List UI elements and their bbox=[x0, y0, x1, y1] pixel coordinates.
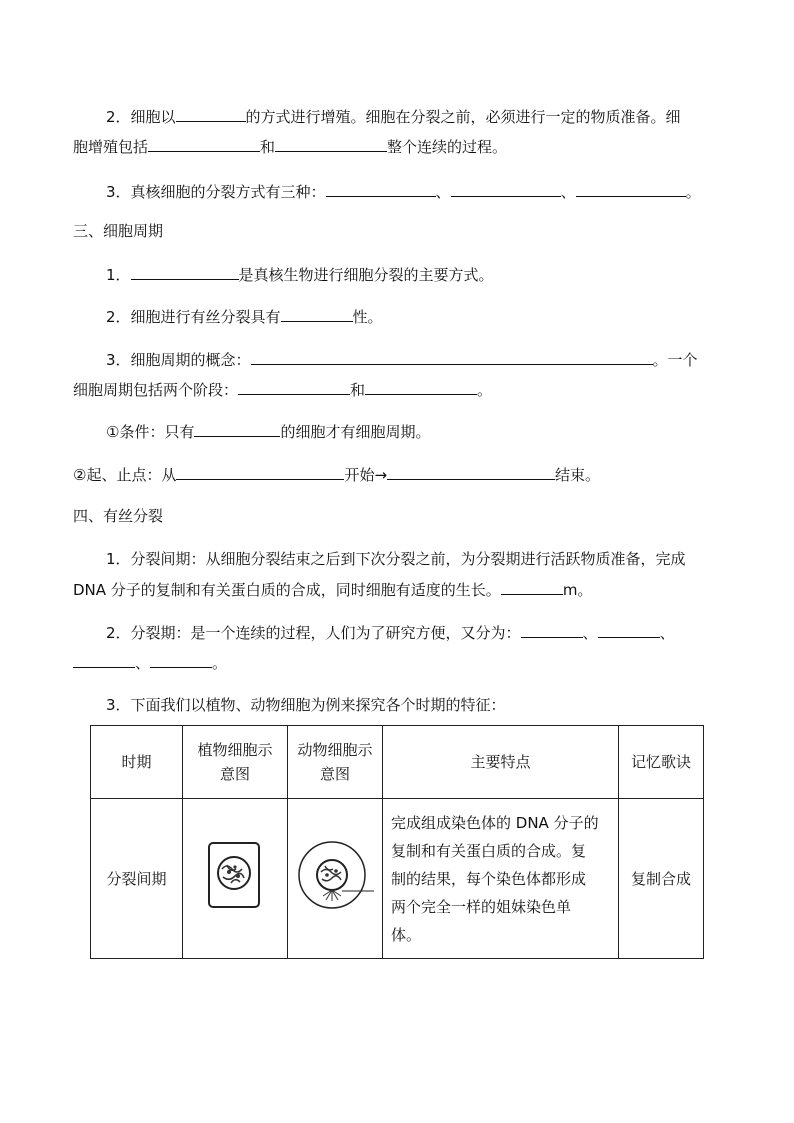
q2-line1 bbox=[106, 105, 681, 128]
plant-cell-figure bbox=[183, 799, 288, 959]
sec4-division-sep1: 、 bbox=[582, 624, 598, 642]
sec4-division-sep3: 、 bbox=[135, 654, 151, 672]
sec4-interphase-line1: 1．分裂间期：从细胞分裂结束之后到下次分裂之前，为分裂期进行活跃物质准备，完成 bbox=[106, 550, 686, 568]
feature-line-1: 完成组成染色体的 DNA 分子的 bbox=[391, 813, 599, 832]
sec4-division-sep2: 、 bbox=[659, 624, 675, 642]
sec3-item-2 bbox=[106, 305, 383, 328]
sec4-interphase-text: DNA 分子的复制和有关蛋白质的合成，同时细胞有适度的生长。 bbox=[73, 581, 501, 599]
q3-line bbox=[106, 180, 701, 203]
sec3-item-3 bbox=[106, 348, 698, 371]
sec3-stage-text: 细胞周期包括两个阶段： bbox=[73, 381, 239, 399]
header-animal bbox=[288, 726, 383, 799]
sec4-blank-5[interactable] bbox=[150, 651, 212, 668]
sec3-blank-7[interactable] bbox=[176, 463, 344, 480]
sec3-condition bbox=[106, 420, 430, 443]
sec3-cond-text: ①条件：只有 bbox=[106, 423, 195, 441]
header-features: 主要特点 bbox=[383, 726, 619, 799]
header-period: 时期 bbox=[91, 726, 183, 799]
q3-end: 。 bbox=[685, 183, 701, 201]
row-period: 分裂间期 bbox=[91, 799, 183, 959]
q2-blank-1[interactable] bbox=[176, 105, 246, 122]
q3-blank-3[interactable] bbox=[576, 180, 686, 197]
feature-line-4: 两个完全一样的姐妹染色单 bbox=[391, 897, 572, 916]
q2-text-a: 2．细胞以 bbox=[106, 108, 176, 126]
sec3-item-3-cont bbox=[73, 378, 492, 401]
animal-cell-figure bbox=[288, 799, 383, 959]
q3-sep-2: 、 bbox=[560, 183, 576, 201]
sec3-blank-1[interactable] bbox=[131, 263, 239, 280]
header-plant-line2: 意图 bbox=[219, 765, 250, 783]
row-mnemonic: 复制合成 bbox=[619, 799, 704, 959]
q2-text-c: 胞增殖包括 bbox=[73, 138, 149, 156]
header-plant bbox=[183, 726, 288, 799]
sec3-start-end-text: 结束。 bbox=[555, 466, 601, 484]
header-animal-line2: 意图 bbox=[319, 765, 350, 783]
table-row bbox=[91, 799, 704, 959]
q2-text-e: 整个连续的过程。 bbox=[387, 138, 508, 156]
sec4-interphase-line2 bbox=[73, 578, 592, 601]
sec3-cond-end: 的细胞才有细胞周期。 bbox=[280, 423, 431, 441]
q2-text-b: 的方式进行增殖。细胞在分裂之前，必须进行一定的物质准备。细 bbox=[245, 108, 681, 126]
sec3-item1-num: 1． bbox=[106, 266, 131, 284]
row-features bbox=[383, 799, 619, 959]
sec3-start-end bbox=[73, 463, 600, 486]
q3-text: 3．真核细胞的分裂方式有三种： bbox=[106, 183, 326, 201]
sec3-blank-5[interactable] bbox=[365, 378, 477, 395]
plant-cell-icon bbox=[205, 839, 265, 911]
feature-line-3: 制的结果，每个染色体都形成 bbox=[391, 869, 587, 888]
sec3-blank-2[interactable] bbox=[281, 305, 353, 322]
section-3-title: 三、细胞周期 bbox=[73, 222, 164, 240]
sec3-start-text: ②起、止点：从 bbox=[73, 466, 177, 484]
sec3-item1-text: 是真核生物进行细胞分裂的主要方式。 bbox=[238, 266, 494, 284]
q2-blank-3[interactable] bbox=[275, 135, 387, 152]
sec3-blank-8[interactable] bbox=[387, 463, 555, 480]
sec3-item-1 bbox=[106, 263, 494, 286]
section-4-title: 四、有丝分裂 bbox=[73, 507, 164, 525]
sec3-start-mid: 开始→ bbox=[344, 466, 388, 484]
sec3-blank-6[interactable] bbox=[194, 420, 280, 437]
sec4-blank-1[interactable] bbox=[501, 578, 563, 595]
sec4-blank-2[interactable] bbox=[521, 621, 583, 638]
sec3-item2-end: 性。 bbox=[352, 308, 383, 326]
q2-text-d: 和 bbox=[260, 138, 276, 156]
animal-cell-icon bbox=[294, 835, 376, 915]
sec4-division-text: 2．分裂期：是一个连续的过程，人们为了研究方便，又分为： bbox=[106, 624, 521, 642]
sec4-table-intro: 3．下面我们以植物、动物细胞为例来探究各个时期的特征： bbox=[106, 696, 506, 714]
sec4-blank-4[interactable] bbox=[73, 651, 135, 668]
sec4-division-line2 bbox=[73, 651, 227, 674]
header-plant-line1: 植物细胞示 bbox=[197, 741, 273, 759]
header-animal-line1: 动物细胞示 bbox=[297, 741, 373, 759]
sec3-item3-text: 3．细胞周期的概念： bbox=[106, 351, 251, 369]
sec3-blank-3[interactable] bbox=[251, 348, 653, 365]
sec3-stage-and: 和 bbox=[350, 381, 366, 399]
sec3-blank-4[interactable] bbox=[238, 378, 350, 395]
q3-sep-1: 、 bbox=[435, 183, 451, 201]
sec4-blank-3[interactable] bbox=[598, 621, 660, 638]
feature-line-5: 体。 bbox=[391, 925, 422, 944]
table-header-row bbox=[91, 726, 704, 799]
q2-blank-2[interactable] bbox=[148, 135, 260, 152]
q2-line2 bbox=[73, 135, 507, 158]
sec3-item2-text: 2．细胞进行有丝分裂具有 bbox=[106, 308, 281, 326]
q3-blank-1[interactable] bbox=[326, 180, 436, 197]
sec4-division-end: 。 bbox=[212, 654, 228, 672]
sec4-interphase-end: m。 bbox=[562, 581, 593, 599]
feature-line-2: 复制和有关蛋白质的合成。复 bbox=[391, 841, 587, 860]
sec3-item3-end: 。一个 bbox=[652, 351, 698, 369]
header-mnemonic: 记忆歌诀 bbox=[619, 726, 704, 799]
phase-table bbox=[90, 725, 704, 959]
sec4-division-line1 bbox=[106, 621, 675, 644]
q3-blank-2[interactable] bbox=[451, 180, 561, 197]
sec3-stage-end: 。 bbox=[477, 381, 493, 399]
